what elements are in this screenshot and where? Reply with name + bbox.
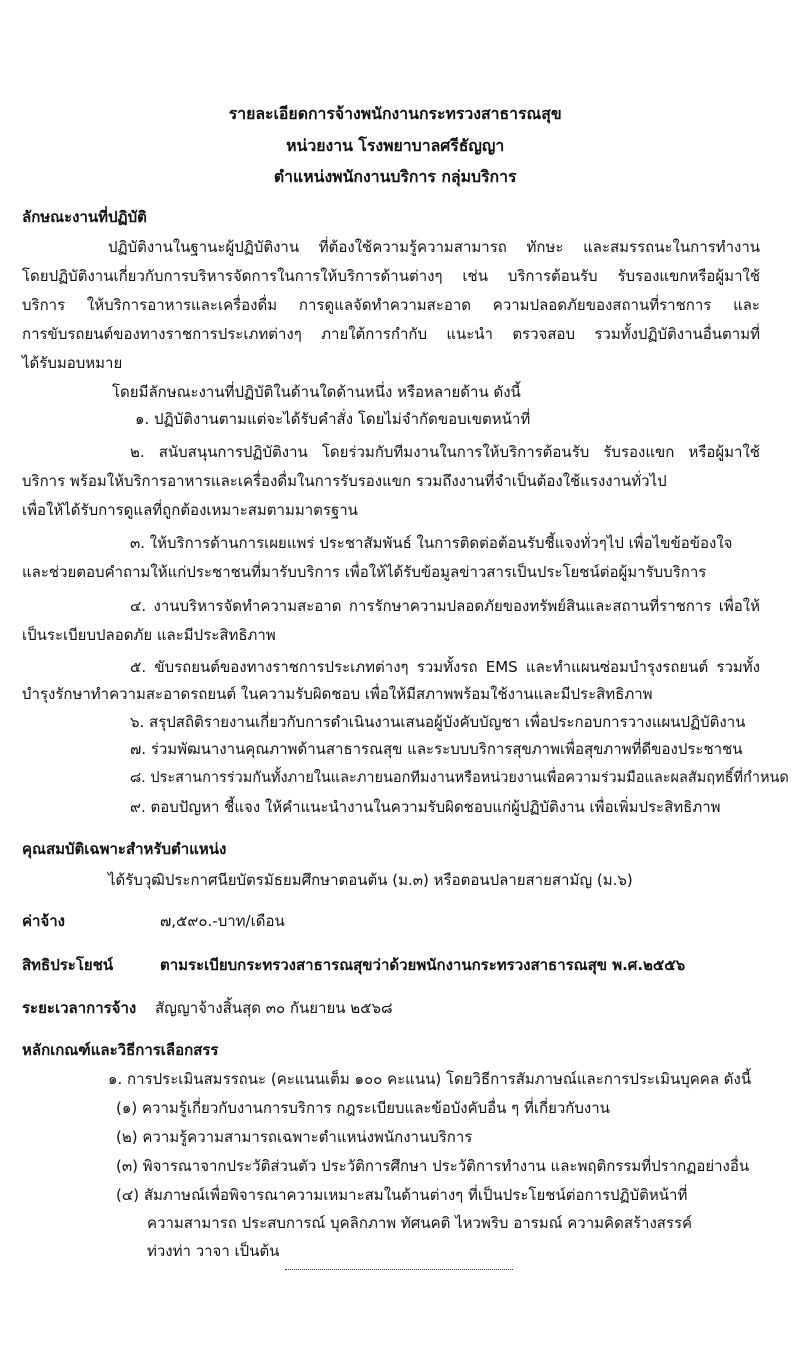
duty-item-3: ๓. ให้บริการด้านการเผยแพร่ ประชาสัมพันธ์ ในการติดต่อต้อนรับชี้แจงทั่วๆไป เพื่อไขข้อข้องใจ [130,534,733,552]
duty-item-1: ๑. ปฏิบัติงานตามแต่จะได้รับคำสั่ง โดยไม่จำกัดขอบเขตหน้าที่ [135,410,531,428]
selection-sub-2: (๒) ความรู้ความสามารถเฉพาะตำแหน่งพนักงานบริการ [116,1128,473,1146]
job-nature-heading: ลักษณะงานที่ปฏิบัติ [22,208,147,226]
agency-line: หน่วยงาน โรงพยาบาลศรีธัญญา [286,136,505,155]
benefits-value: ตามระเบียบกระทรวงสาธารณสุขว่าด้วยพนักงานกระทรวงสาธารณสุข พ.ศ.๒๕๕๖ [160,956,686,974]
duty-item-2: ๒. สนับสนุนการปฏิบัติงาน โดยร่วมกับทีมงานในการให้บริการต้อนรับ รับรองแขก หรือผู้มาใช้ [130,443,760,461]
duration-label: ระยะเวลาการจ้าง [22,999,137,1017]
paragraph-line: บริการ ให้บริการอาหารและเครื่องดื่ม การดูแลจัดทำความสะอาด ความปลอดภัยของสถานที่ราชการ และ [22,296,760,314]
duty-item-9: ๙. ตอบปัญหา ชี้แจง ให้คำแนะนำงานในความรับผิดชอบแก่ผู้ปฏิบัติงาน เพื่อเพิ่มประสิทธิภาพ [130,798,721,816]
duty-item-5-cont: บำรุงรักษาทำความสะอาดรถยนต์ ในความรับผิดชอบ เพื่อให้มีสภาพพร้อมใช้งานและมีประสิทธิภาพ [22,685,653,703]
benefits-label: สิทธิประโยชน์ [22,956,114,974]
selection-heading: หลักเกณฑ์และวิธีการเลือกสรร [22,1041,219,1059]
wage-label: ค่าจ้าง [22,912,65,930]
duty-item-8: ๘. ประสานการร่วมกันทั้งภายในและภายนอกทีมงานหรือหน่วยงานเพื่อความร่วมมือและผลสัมฤทธิ์ที่กำหนด [130,770,789,786]
wage-value: ๗,๕๙๐.-บาท/เดือน [160,912,285,930]
selection-sub-4-cont: ท่วงท่า วาจา เป็นต้น [147,1242,280,1260]
duty-item-4-cont: เป็นระเบียบปลอดภัย และมีประสิทธิภาพ [22,626,276,644]
qualifications-text: ได้รับวุฒิประกาศนียบัตรมัธยมศึกษาตอนต้น (ม.๓) หรือตอนปลายสายสามัญ (ม.๖) [108,871,633,889]
selection-sub-4: (๔) สัมภาษณ์เพื่อพิจารณาความเหมาะสมในด้านต่างๆ ที่เป็นประโยชน์ต่อการปฏิบัติหน้าที่ [116,1186,688,1204]
paragraph-line: ปฏิบัติงานในฐานะผู้ปฏิบัติงาน ที่ต้องใช้ความรู้ความสามารถ ทักษะ และสมรรถนะในการทำงาน [108,238,760,256]
paragraph-line: การขับรถยนต์ของทางราชการประเภทต่างๆ ภายใต้การกำกับ แนะนำ ตรวจสอบ รวมทั้งปฏิบัติงานอื่นตามที่ [22,325,760,343]
qualifications-heading: คุณสมบัติเฉพาะสำหรับตำแหน่ง [22,840,227,858]
selection-sub-3: (๓) พิจารณาจากประวัติส่วนตัว ประวัติการศึกษา ประวัติการทำงาน และพฤติกรรมที่ปรากฏอย่างอื่น [116,1157,750,1175]
duty-item-5: ๕. ขับรถยนต์ของทางราชการประเภทต่างๆ รวมทั้งรถ EMS และทำแผนซ่อมบำรุงรถยนต์ รวมทั้ง [130,658,760,676]
position-line: ตำแหน่งพนักงานบริการ กลุ่มบริการ [273,167,517,186]
end-dotted-line [285,1269,513,1270]
job-nature-intro: โดยมีลักษณะงานที่ปฏิบัติในด้านใดด้านหนึ่ง หรือหลายด้าน ดังนี้ [112,383,521,401]
duty-item-7: ๗. ร่วมพัฒนางานคุณภาพด้านสาธารณสุข และระบบบริการสุขภาพเพื่อสุขภาพที่ดีของประชาชน [130,740,743,758]
duration-value: สัญญาจ้างสิ้นสุด ๓๐ กันยายน ๒๕๖๘ [155,999,393,1017]
duty-item-4: ๔. งานบริหารจัดทำความสะอาด การรักษาความปลอดภัยของทรัพย์สินและสถานที่ราชการ เพื่อให้ [130,597,760,615]
duty-item-3-cont: และช่วยตอบคำถามให้แก่ประชาชนที่มารับบริการ เพื่อให้ได้รับข้อมูลข่าวสารเป็นประโยชน์ต่อผู้มารับบริการ [22,563,707,581]
selection-sub-4-cont: ความสามารถ ประสบการณ์ บุคลิกภาพ ทัศนคติ ไหวพริบ อารมณ์ ความคิดสร้างสรรค์ [147,1214,693,1232]
selection-sub-1: (๑) ความรู้เกี่ยวกับงานการบริการ กฎระเบียบและข้อบังคับอื่น ๆ ที่เกี่ยวกับงาน [116,1099,610,1117]
document-title: รายละเอียดการจ้างพนักงานกระทรวงสาธารณสุข [228,104,562,123]
duty-item-2-cont: บริการ พร้อมให้บริการอาหารและเครื่องดื่มในการรับรองแขก รวมถึงงานที่จำเป็นต้องใช้แรงงานทั่วไป [22,472,667,490]
duty-item-2-cont: เพื่อให้ได้รับการดูแลที่ถูกต้องเหมาะสมตามมาตรฐาน [22,501,358,519]
selection-item-1: ๑. การประเมินสมรรถนะ (คะแนนเต็ม ๑๐๐ คะแนน) โดยวิธีการสัมภาษณ์และการประเมินบุคคล ดังนี้ [108,1070,752,1088]
paragraph-line: โดยปฏิบัติงานเกี่ยวกับการบริหารจัดการในการให้บริการด้านต่างๆ เช่น บริการต้อนรับ รับรองแขกหรือผู้มาใช้ [22,267,760,285]
duty-item-6: ๖. สรุปสถิติรายงานเกี่ยวกับการดำเนินงานเสนอผู้บังคับบัญชา เพื่อประกอบการวางแผนปฏิบัติงาน [130,713,746,731]
paragraph-line: ได้รับมอบหมาย [22,354,123,372]
